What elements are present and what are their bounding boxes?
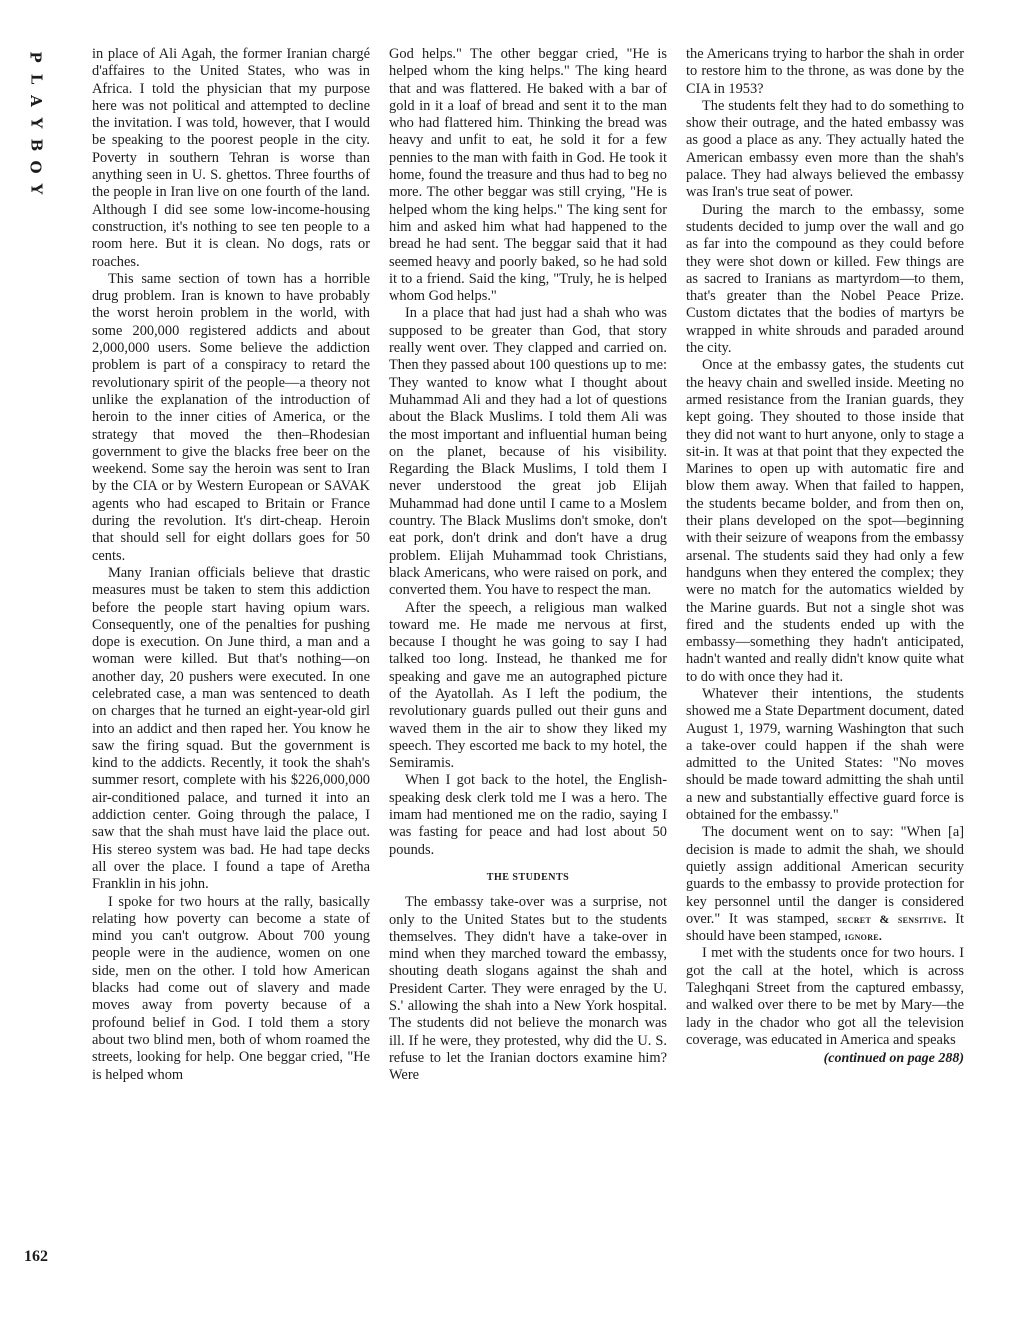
- paragraph: In a place that had just had a shah who was supposed to be greater than God, that story really went over. They clapped and carried on. Then they passed about 100 questions up to me: They wanted to know what I thought about Muhammad Ali and they had a lot of questions about the Black Muslims. I told them Ali was the most important and influential human being on the planet, because of his visibility. Regarding the Black Muslims, I told them I never understood the great job Elijah Muhammad had done until I came to a Moslem country. The Black Muslims don't smoke, don't eat pork, don't drink and don't have a drug problem. Elijah Muhammad took Christians, black Americans, who were raised on pork, and converted them. You have to respect the man.: [389, 305, 667, 599]
- spine-letter: B: [27, 138, 45, 152]
- paragraph: the Americans trying to harbor the shah in order to restore him to the throne, as was done by the CIA in 1953?: [686, 46, 964, 97]
- paragraph: I spoke for two hours at the rally, basically relating how poverty can become a state of mind you can't outgrow. About 700 young people were in the audience, women on one side, men on the other. I told how American blacks had come out of slavery and made moves away from poverty because of a profound belief in God. I told them a story about two blind men, both of whom roamed the streets, looking for help. One beggar cried, "He is helped whom: [92, 893, 370, 1083]
- paragraph: The embassy take-over was a surprise, not only to the United States but to the students themselves. They didn't have a take-over in mind when they marched toward the embassy, shouting death slogans against the shah and President Carter. They were enraged by the U. S.' allowing the shah into a New York hospital. The students did not believe the monarch was ill. If he were, they protested, why did the U. S. refuse to let the Iranian doctors examine him? Were: [389, 894, 667, 1084]
- classification-stamp: ignore.: [844, 929, 883, 944]
- paragraph: I met with the students once for two hours. I got the call at the hotel, which is across Taleghqani Street from the captured embassy, and walked over there to be met by Mary—the lady in the chador who got all the television coverage, was educated in America and speaks: [686, 945, 964, 1048]
- paragraph-text: The document went on to say: "When [a] decision is made to admit the shah, we should quietly assign additional American security guards to the embassy to provide protection for key personnel until the danger is considered over." It was stamped,: [686, 824, 964, 927]
- text-column-2: [389, 46, 667, 1085]
- paragraph: During the march to the embassy, some students decided to jump over the wall and go as far into the compound as they could before they were shot down or killed. Few things are as sacred to Iranians as martyrdom—to them, that's greater than the Nobel Peace Prize. Custom dictates that the bodies of martyrs be wrapped in white shrouds and paraded around the city.: [686, 201, 964, 357]
- paragraph-text: It should have been stamped,: [686, 910, 964, 945]
- spine-letter: A: [26, 95, 45, 107]
- classification-stamp: secret & sensitive.: [837, 911, 947, 926]
- magazine-spine-title: [26, 46, 46, 200]
- spine-letter: L: [26, 73, 45, 85]
- paragraph: The students felt they had to do something to show their outrage, and the hated embassy was as good a place as any. They actually hated the American embassy even more than the shah's palace. They had always believed the embassy was Iran's true seat of power.: [686, 97, 964, 201]
- text-column-3: [686, 46, 964, 1068]
- spine-letter: O: [26, 160, 45, 174]
- page-number: 162: [24, 1248, 48, 1265]
- continuation-note: (continued on page 288): [823, 1051, 964, 1067]
- paragraph: When I got back to the hotel, the English-speaking desk clerk told me I was a hero. The imam had mentioned me on the radio, saying I was fasting for peace and had lost about 50 pounds.: [389, 772, 667, 858]
- spine-letter: P: [27, 51, 45, 63]
- paragraph: [686, 824, 964, 945]
- paragraph: After the speech, a religious man walked toward me. He made me nervous at first, because I thought he was going to say I had talked too long. Instead, he thanked me for speaking and gave me an autographed picture of the Ayatollah. As I left the podium, the revolutionary guards pulled out their guns and waved them in the air to show they liked my speech. They escorted me back to my hotel, the Semiramis.: [389, 599, 667, 772]
- text-column-1: [92, 46, 370, 1084]
- paragraph: in place of Ali Agah, the former Iranian chargé d'affaires to the United States, who was in Africa. I told the physician that my purpose here was not political and attempted to decline the invitation. I was told, however, that I would be speaking to the poorest people in the city. Poverty in southern Tehran is worse than anything seen in U. S. ghettos. Three fourths of the people in Iran live on one fourth of the land. Although I did see some low-income-housing construction, it's nothing to see ten people to a room here. But it is clean. No dogs, rats or roaches.: [92, 46, 370, 270]
- section-heading: THE STUDENTS: [486, 871, 570, 883]
- paragraph: God helps." The other beggar cried, "He is helped whom the king helps." The king heard that and was flattered. He baked with a bar of gold in it a loaf of bread and sent it to the man who had flattered him. Thinking the bread was heavy and unfit to eat, he sold it for a few pennies to the man with faith in God. He took it home, found the treasure and thus had to beg no more. The other beggar was still crying, "He is helped whom the king helps." The king sent for him and asked him what had happened to the bread he had sent. The beggar said that it had seemed heavy and poorly baked, so he had sold it to a friend. Said the king, "Truly, he is helped whom God helps.": [389, 46, 667, 305]
- spine-letter: Y: [27, 183, 45, 195]
- paragraph: This same section of town has a horrible drug problem. Iran is known to have probably the worst heroin problem in the world, with some 200,000 registered addicts and about 2,000,000 users. Some believe the addiction problem is part of a conspiracy to retard the revolutionary spirit of the people—a theory not unlike the explanation of the introduction of heroin to the inner cities of America, or the strategy that moved the then–Rhodesian government to give the blacks free beer on the weekend. Some say the heroin was sent to Iran by the CIA or by Western European or SAVAK agents who had escaped to Britain or France during the revolution. It's dirt-cheap. Heroin that should sell for eight dollars goes for 50 cents.: [92, 270, 370, 564]
- paragraph: Once at the embassy gates, the students cut the heavy chain and swelled inside. Meeting no armed resistance from the Iranian guards, they kept going. They shouted to those inside that they did not want to hurt anyone, only to stage a sit-in. It was at that point that they expected the Marines to open up with automatic fire and blow them away. When that failed to happen, the students became bolder, and from then on, their plans developed on the spot—beginning with their seizure of weapons from the embassy arsenal. The students said they had only a few handguns when they entered the complex; they were no match for the automatics wielded by the Marine guards. But not a single shot was fired and the students ended up with the embassy—something they hadn't anticipated, hadn't wanted and really didn't know quite what to do with once they had it.: [686, 357, 964, 685]
- paragraph: Whatever their intentions, the students showed me a State Department document, dated August 1, 1979, warning Washington that such a take-over could happen if the shah were admitted to the United States: "No moves should be made toward admitting the shah until a new and substantially effective guard force is obtained for the embassy.": [686, 685, 964, 824]
- paragraph: Many Iranian officials believe that drastic measures must be taken to stem this addiction before the people start having opium wars. Consequently, one of the penalties for pushing dope is execution. On June third, a man and a woman were killed. But that's nothing—on another day, 20 pushers were executed. In one celebrated case, a man was sentenced to death on charges that he turned an eight-year-old girl into an addict and then raped her. You know he saw the firing squad. But the government is kind to the addicts. Recently, it took the shah's summer resort, complete with his $226,000,000 air-conditioned palace, and turned it into an addiction center. Going through the palace, I saw that the shah must have laid the place out. His stereo system was bad. He had tape decks all over the place. I found a tape of Aretha Franklin in his john.: [92, 564, 370, 893]
- spine-letter: Y: [27, 117, 45, 129]
